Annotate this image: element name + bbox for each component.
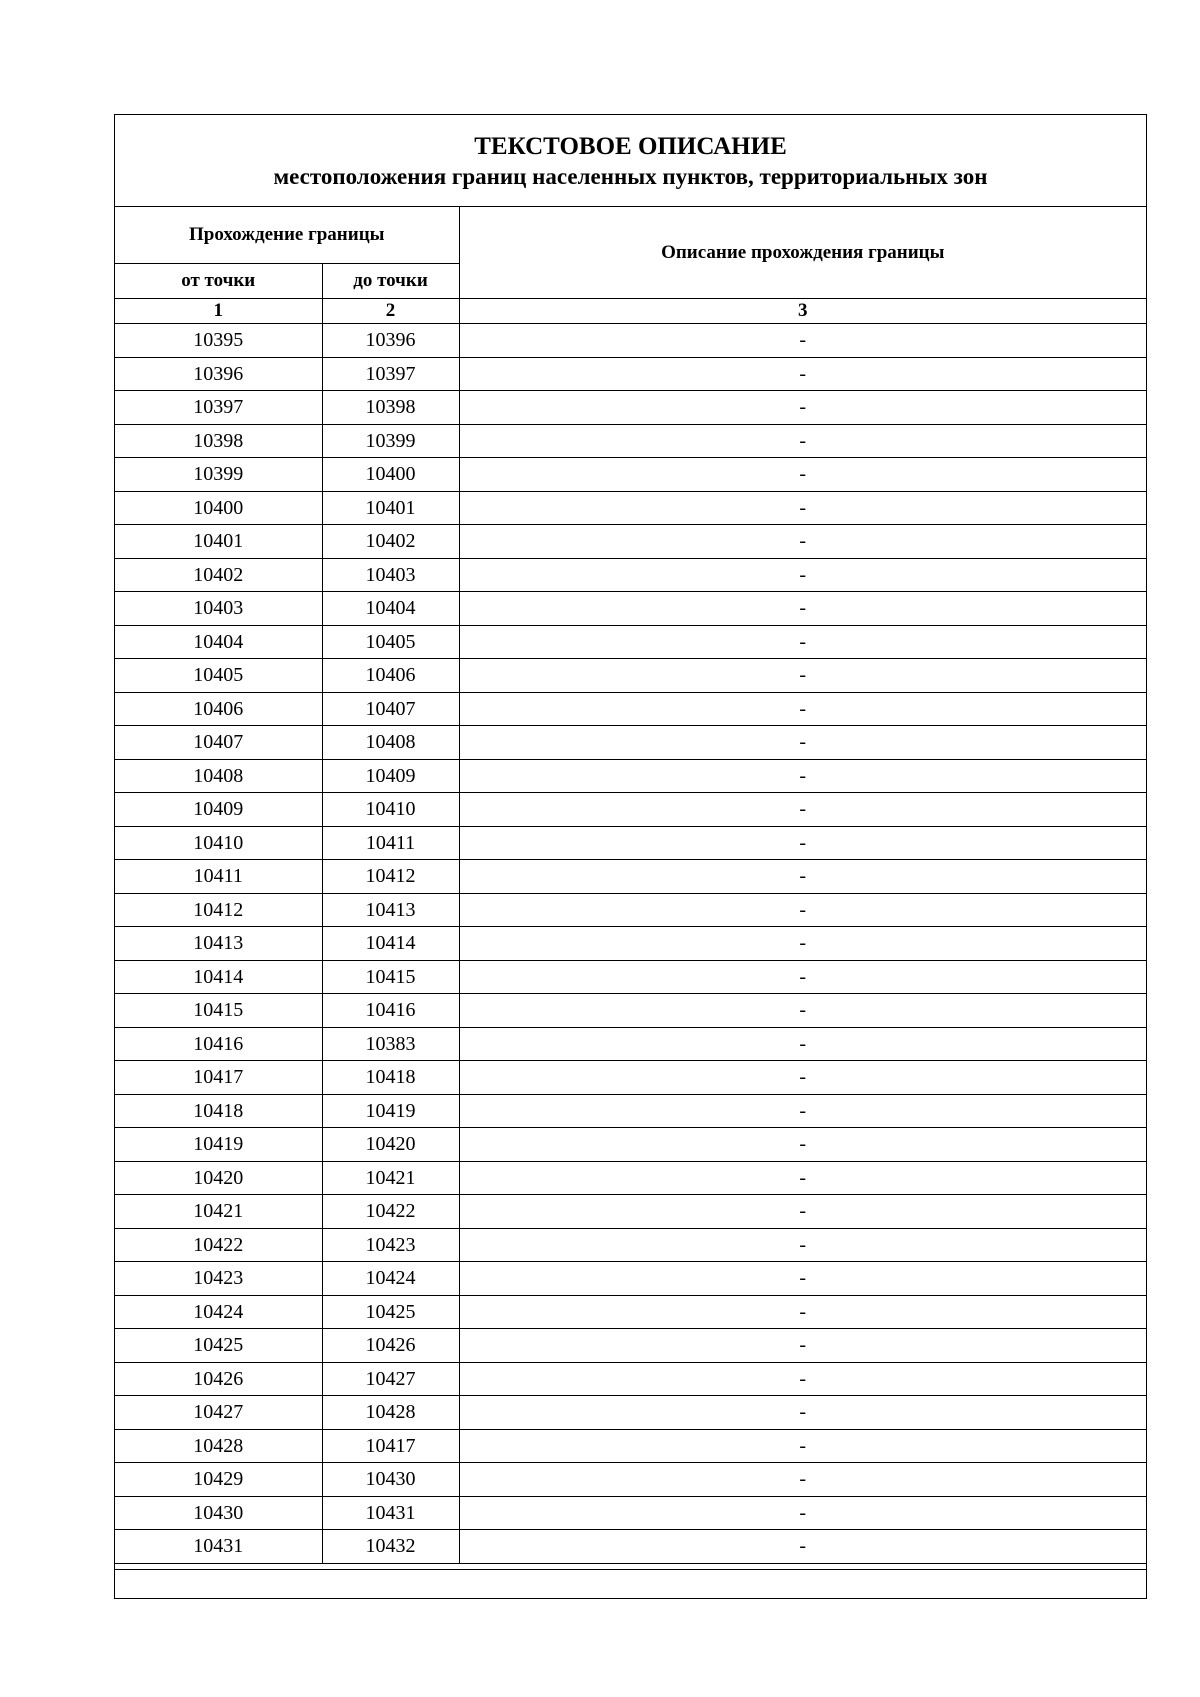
to-point-cell: 10408	[322, 726, 459, 760]
from-point-cell: 10423	[115, 1262, 322, 1296]
description-cell: -	[459, 1061, 1146, 1095]
header-group-boundary: Прохождение границы	[115, 207, 459, 264]
table-row	[115, 826, 1146, 860]
from-point-cell: 10418	[115, 1094, 322, 1128]
table-row	[115, 1161, 1146, 1195]
title-block	[115, 115, 1146, 207]
to-point-cell: 10400	[322, 458, 459, 492]
to-point-cell: 10426	[322, 1329, 459, 1363]
to-point-cell: 10425	[322, 1295, 459, 1329]
from-point-cell: 10422	[115, 1228, 322, 1262]
table-row	[115, 525, 1146, 559]
table-row	[115, 1061, 1146, 1095]
description-cell: -	[459, 558, 1146, 592]
description-cell: -	[459, 1295, 1146, 1329]
description-cell: -	[459, 860, 1146, 894]
table-row	[115, 1128, 1146, 1162]
from-point-cell: 10410	[115, 826, 322, 860]
table-body	[115, 324, 1146, 1564]
table-row	[115, 1496, 1146, 1530]
from-point-cell: 10424	[115, 1295, 322, 1329]
from-point-cell: 10420	[115, 1161, 322, 1195]
description-cell: -	[459, 1161, 1146, 1195]
description-cell: -	[459, 1027, 1146, 1061]
from-point-cell: 10403	[115, 592, 322, 626]
from-point-cell: 10411	[115, 860, 322, 894]
description-cell: -	[459, 458, 1146, 492]
table-row	[115, 1094, 1146, 1128]
to-point-cell: 10428	[322, 1396, 459, 1430]
to-point-cell: 10419	[322, 1094, 459, 1128]
description-cell: -	[459, 1463, 1146, 1497]
from-point-cell: 10406	[115, 692, 322, 726]
table-row	[115, 491, 1146, 525]
to-point-cell: 10410	[322, 793, 459, 827]
description-cell: -	[459, 324, 1146, 358]
from-point-cell: 10416	[115, 1027, 322, 1061]
to-point-cell: 10409	[322, 759, 459, 793]
description-cell: -	[459, 1530, 1146, 1564]
to-point-cell: 10416	[322, 994, 459, 1028]
header-from-point: от точки	[115, 264, 322, 299]
description-cell: -	[459, 994, 1146, 1028]
document-frame	[114, 114, 1147, 1599]
table-row	[115, 1329, 1146, 1363]
table-row	[115, 1262, 1146, 1296]
boundary-table	[115, 207, 1146, 1564]
from-point-cell: 10430	[115, 1496, 322, 1530]
description-cell: -	[459, 1228, 1146, 1262]
to-point-cell: 10424	[322, 1262, 459, 1296]
table-row	[115, 558, 1146, 592]
table-row	[115, 659, 1146, 693]
to-point-cell: 10417	[322, 1429, 459, 1463]
table-closing-line	[115, 1569, 1146, 1570]
table-row	[115, 1463, 1146, 1497]
from-point-cell: 10399	[115, 458, 322, 492]
table-row	[115, 1295, 1146, 1329]
to-point-cell: 10432	[322, 1530, 459, 1564]
from-point-cell: 10412	[115, 893, 322, 927]
description-cell: -	[459, 491, 1146, 525]
document-subtitle: местоположения границ населенных пунктов, территориальных зон	[273, 164, 988, 189]
description-cell: -	[459, 592, 1146, 626]
to-point-cell: 10398	[322, 391, 459, 425]
description-cell: -	[459, 659, 1146, 693]
description-cell: -	[459, 1496, 1146, 1530]
description-cell: -	[459, 1128, 1146, 1162]
from-point-cell: 10405	[115, 659, 322, 693]
to-point-cell: 10422	[322, 1195, 459, 1229]
table-row	[115, 424, 1146, 458]
column-number-2: 2	[322, 299, 459, 324]
description-cell: -	[459, 893, 1146, 927]
table-row	[115, 1396, 1146, 1430]
description-cell: -	[459, 1429, 1146, 1463]
from-point-cell: 10425	[115, 1329, 322, 1363]
table-row	[115, 391, 1146, 425]
description-cell: -	[459, 525, 1146, 559]
to-point-cell: 10420	[322, 1128, 459, 1162]
header-to-point: до точки	[322, 264, 459, 299]
table-row	[115, 960, 1146, 994]
description-cell: -	[459, 391, 1146, 425]
table-row	[115, 1362, 1146, 1396]
description-cell: -	[459, 692, 1146, 726]
to-point-cell: 10396	[322, 324, 459, 358]
table-row	[115, 994, 1146, 1028]
from-point-cell: 10408	[115, 759, 322, 793]
to-point-cell: 10407	[322, 692, 459, 726]
to-point-cell: 10412	[322, 860, 459, 894]
from-point-cell: 10426	[115, 1362, 322, 1396]
from-point-cell: 10404	[115, 625, 322, 659]
table-row	[115, 1195, 1146, 1229]
from-point-cell: 10413	[115, 927, 322, 961]
description-cell: -	[459, 424, 1146, 458]
table-row	[115, 860, 1146, 894]
from-point-cell: 10428	[115, 1429, 322, 1463]
table-row	[115, 927, 1146, 961]
description-cell: -	[459, 1262, 1146, 1296]
to-point-cell: 10402	[322, 525, 459, 559]
to-point-cell: 10397	[322, 357, 459, 391]
from-point-cell: 10431	[115, 1530, 322, 1564]
to-point-cell: 10406	[322, 659, 459, 693]
header-description: Описание прохождения границы	[459, 207, 1146, 299]
to-point-cell: 10399	[322, 424, 459, 458]
table-row	[115, 1429, 1146, 1463]
description-cell: -	[459, 1195, 1146, 1229]
to-point-cell: 10411	[322, 826, 459, 860]
from-point-cell: 10417	[115, 1061, 322, 1095]
description-cell: -	[459, 1094, 1146, 1128]
table-row	[115, 592, 1146, 626]
to-point-cell: 10414	[322, 927, 459, 961]
to-point-cell: 10405	[322, 625, 459, 659]
from-point-cell: 10407	[115, 726, 322, 760]
from-point-cell: 10402	[115, 558, 322, 592]
from-point-cell: 10397	[115, 391, 322, 425]
to-point-cell: 10383	[322, 1027, 459, 1061]
table-row	[115, 357, 1146, 391]
description-cell: -	[459, 1329, 1146, 1363]
description-cell: -	[459, 759, 1146, 793]
table-row	[115, 726, 1146, 760]
from-point-cell: 10419	[115, 1128, 322, 1162]
from-point-cell: 10401	[115, 525, 322, 559]
description-cell: -	[459, 1362, 1146, 1396]
to-point-cell: 10403	[322, 558, 459, 592]
to-point-cell: 10418	[322, 1061, 459, 1095]
description-cell: -	[459, 726, 1146, 760]
description-cell: -	[459, 625, 1146, 659]
to-point-cell: 10415	[322, 960, 459, 994]
to-point-cell: 10421	[322, 1161, 459, 1195]
from-point-cell: 10414	[115, 960, 322, 994]
table-row	[115, 893, 1146, 927]
table-row	[115, 1027, 1146, 1061]
from-point-cell: 10400	[115, 491, 322, 525]
from-point-cell: 10396	[115, 357, 322, 391]
table-row	[115, 625, 1146, 659]
to-point-cell: 10431	[322, 1496, 459, 1530]
table-row	[115, 793, 1146, 827]
from-point-cell: 10427	[115, 1396, 322, 1430]
to-point-cell: 10427	[322, 1362, 459, 1396]
table-row	[115, 759, 1146, 793]
description-cell: -	[459, 357, 1146, 391]
to-point-cell: 10413	[322, 893, 459, 927]
from-point-cell: 10421	[115, 1195, 322, 1229]
to-point-cell: 10404	[322, 592, 459, 626]
from-point-cell: 10398	[115, 424, 322, 458]
table-row	[115, 324, 1146, 358]
column-number-1: 1	[115, 299, 322, 324]
description-cell: -	[459, 826, 1146, 860]
to-point-cell: 10401	[322, 491, 459, 525]
description-cell: -	[459, 793, 1146, 827]
description-cell: -	[459, 927, 1146, 961]
from-point-cell: 10395	[115, 324, 322, 358]
to-point-cell: 10423	[322, 1228, 459, 1262]
column-number-3: 3	[459, 299, 1146, 324]
from-point-cell: 10415	[115, 994, 322, 1028]
from-point-cell: 10409	[115, 793, 322, 827]
table-row	[115, 692, 1146, 726]
table-row	[115, 458, 1146, 492]
table-row	[115, 1228, 1146, 1262]
table-row	[115, 1530, 1146, 1564]
from-point-cell: 10429	[115, 1463, 322, 1497]
description-cell: -	[459, 1396, 1146, 1430]
document-title: ТЕКСТОВОЕ ОПИСАНИЕ	[474, 133, 787, 160]
to-point-cell: 10430	[322, 1463, 459, 1497]
description-cell: -	[459, 960, 1146, 994]
